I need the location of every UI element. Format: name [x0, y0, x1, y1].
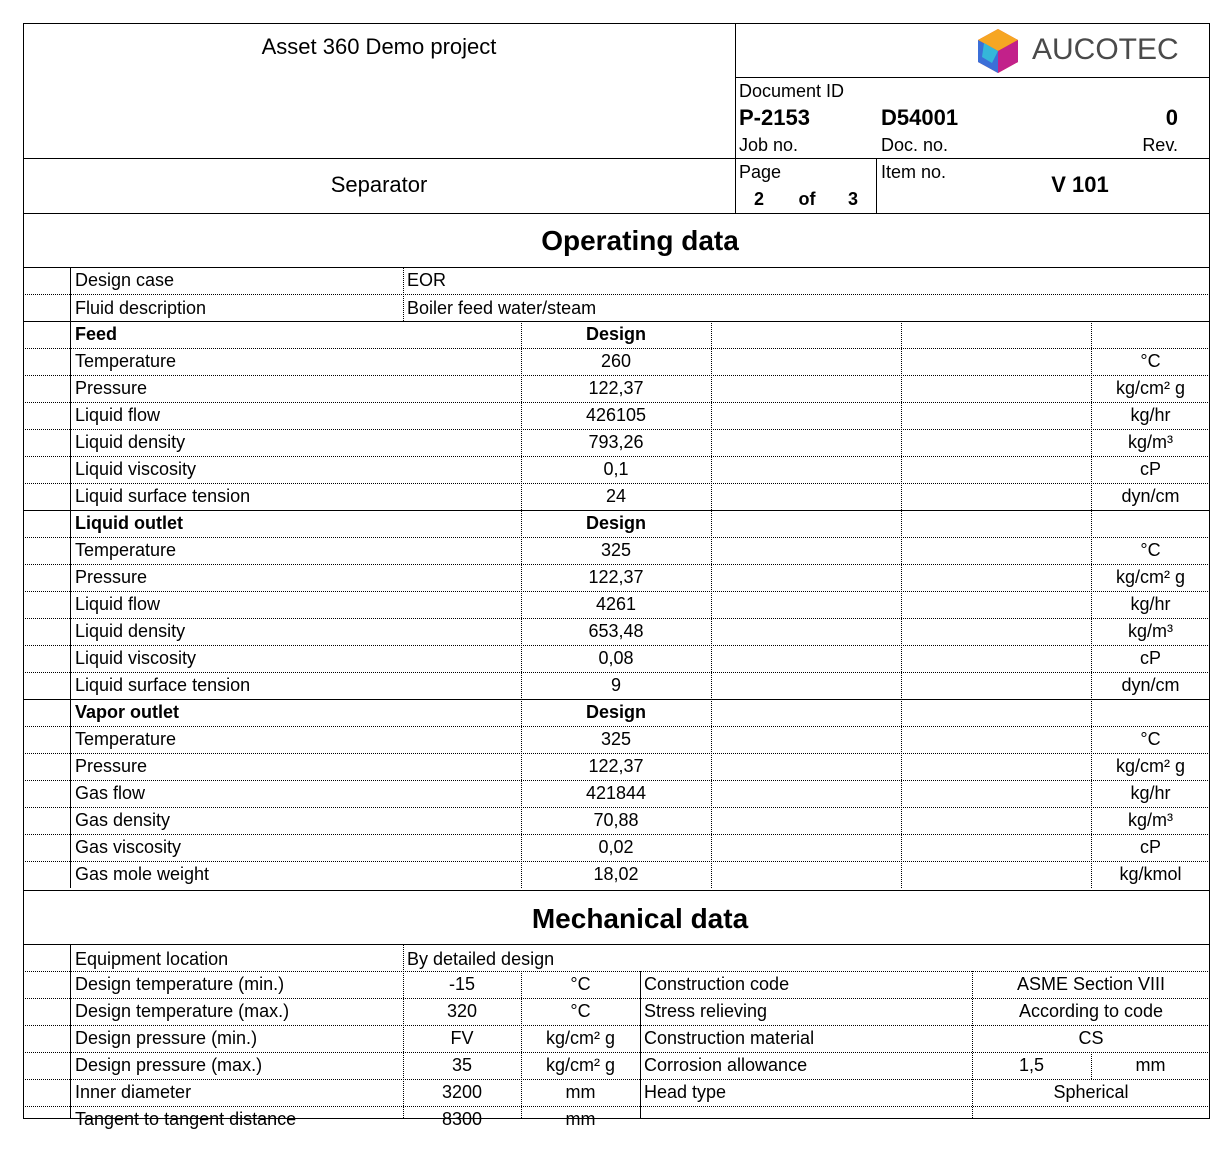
row-rule: [23, 861, 1210, 862]
row-label: Pressure: [75, 756, 148, 776]
mech-row-label: Tangent to tangent distance: [75, 1109, 297, 1129]
row-value: 793,26: [588, 432, 644, 452]
mech-right-value: ASME Section VIII: [1016, 974, 1166, 994]
mech-row-label: Design temperature (max.): [75, 1001, 290, 1021]
mech-row-label: Design pressure (max.): [75, 1055, 263, 1075]
row-value: 325: [600, 540, 632, 560]
mech-row-label: Inner diameter: [75, 1082, 192, 1102]
row-rule: [23, 672, 1210, 673]
mech-right-value: According to code: [1018, 1001, 1164, 1021]
col-rule: [70, 321, 71, 888]
page-item-divider: [876, 158, 877, 213]
row-value: 426105: [585, 405, 647, 425]
mechanical-title-rule: [23, 944, 1210, 945]
row-label: Temperature: [75, 351, 177, 371]
row-label: Pressure: [75, 378, 148, 398]
row-unit: kg/cm² g: [1115, 756, 1185, 776]
section-heading: Feed: [75, 324, 118, 344]
rev-label: Rev.: [1142, 135, 1178, 155]
equipment-location-label: Equipment location: [75, 949, 229, 969]
design-case-label: Design case: [75, 270, 175, 290]
aucotec-logo-text: AUCOTEC: [1032, 33, 1179, 66]
col-rule: [1091, 321, 1092, 888]
col-rule: [640, 971, 641, 1118]
row-label: Gas density: [75, 810, 171, 830]
mech-row-unit: °C: [570, 1001, 591, 1021]
doc-no-label: Doc. no.: [881, 135, 949, 155]
row-label: Gas viscosity: [75, 837, 182, 857]
row-label: Temperature: [75, 540, 177, 560]
row-value: 0,08: [598, 648, 634, 668]
col-rule: [521, 321, 522, 888]
header-divider: [735, 23, 736, 213]
mech-row-label: Design pressure (min.): [75, 1028, 258, 1048]
section-column-heading: Design: [585, 702, 646, 722]
mech-right-value: CS: [1078, 1028, 1104, 1048]
row-value: 653,48: [588, 621, 644, 641]
row-rule: [23, 1052, 1210, 1053]
page-current: 2: [753, 189, 764, 209]
row-label: Liquid density: [75, 432, 186, 452]
mech-row-value: 320: [446, 1001, 478, 1021]
aucotec-logo-icon: [974, 27, 1022, 75]
row-rule: [23, 1025, 1210, 1026]
row-unit: kg/m³: [1128, 621, 1173, 641]
row-unit: °C: [1140, 351, 1161, 371]
row-rule: [23, 1079, 1210, 1080]
row-unit: kg/cm² g: [1115, 567, 1185, 587]
row-rule: [23, 429, 1210, 430]
row-value: 4261: [595, 594, 637, 614]
row-value: 0,02: [598, 837, 634, 857]
row-unit: cP: [1139, 648, 1161, 668]
row-rule: [23, 1106, 1210, 1107]
section-rule: [23, 699, 1210, 700]
row-rule: [23, 321, 1210, 322]
section-column-heading: Design: [585, 513, 646, 533]
row-unit: kg/hr: [1130, 405, 1171, 425]
mech-right-value: Spherical: [1053, 1082, 1129, 1102]
row-rule: [23, 807, 1210, 808]
row-unit: °C: [1140, 540, 1161, 560]
doc-no-value: D54001: [881, 105, 959, 130]
equipment-location-value: By detailed design: [407, 949, 555, 969]
col-rule: [972, 971, 973, 1118]
row-unit: kg/hr: [1130, 783, 1171, 803]
mech-right-label: Construction code: [644, 974, 790, 994]
row-rule: [23, 971, 1210, 972]
operating-data-title: Operating data: [541, 225, 739, 256]
row-rule: [23, 483, 1210, 484]
row-unit: cP: [1139, 459, 1161, 479]
row-label: Gas flow: [75, 783, 146, 803]
row-value: 122,37: [588, 567, 644, 587]
row-rule: [23, 294, 1210, 295]
header-rule: [23, 158, 1210, 159]
mech-row-value: 35: [451, 1055, 473, 1075]
operating-bottom-rule: [23, 890, 1210, 891]
page-total: 3: [847, 189, 858, 209]
col-rule: [711, 321, 712, 888]
row-rule: [23, 402, 1210, 403]
row-rule: [23, 645, 1210, 646]
row-rule: [23, 834, 1210, 835]
project-title: Asset 360 Demo project: [261, 34, 497, 59]
row-rule: [23, 753, 1210, 754]
header-bottom: [23, 213, 1210, 214]
row-unit: kg/cm² g: [1115, 378, 1185, 398]
mech-row-unit: kg/cm² g: [545, 1055, 615, 1075]
border-top: [23, 23, 1210, 24]
row-value: 18,02: [593, 864, 639, 884]
section-rule: [23, 510, 1210, 511]
page-of: of: [798, 189, 816, 209]
row-value: 0,1: [603, 459, 629, 479]
col-rule: [403, 267, 404, 321]
mech-row-value: -15: [448, 974, 475, 994]
row-value: 9: [610, 675, 621, 695]
design-case-value: EOR: [407, 270, 447, 290]
job-no-label: Job no.: [739, 135, 799, 155]
row-value: 122,37: [588, 378, 644, 398]
doc-title: Separator: [330, 172, 428, 197]
page-label: Page: [739, 162, 782, 182]
row-unit: °C: [1140, 729, 1161, 749]
row-unit: dyn/cm: [1121, 486, 1180, 506]
logo-underline: [735, 77, 1210, 78]
col-rule: [70, 267, 71, 321]
mech-right-label: Corrosion allowance: [644, 1055, 808, 1075]
col-rule: [901, 321, 902, 888]
row-value: 325: [600, 729, 632, 749]
mech-row-unit: mm: [565, 1109, 596, 1129]
row-value: 70,88: [593, 810, 639, 830]
row-label: Liquid flow: [75, 405, 161, 425]
rev-value: 0: [1165, 105, 1178, 130]
item-no-value: V 101: [1051, 172, 1109, 197]
fluid-description-label: Fluid description: [75, 298, 207, 318]
row-rule: [23, 618, 1210, 619]
row-rule: [23, 591, 1210, 592]
row-label: Temperature: [75, 729, 177, 749]
row-label: Gas mole weight: [75, 864, 210, 884]
row-label: Liquid surface tension: [75, 486, 251, 506]
page-cut-rule: [23, 1118, 1210, 1119]
mechanical-data-title: Mechanical data: [531, 903, 749, 934]
mech-row-value: FV: [450, 1028, 474, 1048]
row-value: 260: [600, 351, 632, 371]
mech-row-unit: kg/cm² g: [545, 1028, 615, 1048]
mech-row-unit: mm: [565, 1082, 596, 1102]
row-rule: [23, 564, 1210, 565]
mech-row-value: 3200: [441, 1082, 483, 1102]
row-rule: [23, 375, 1210, 376]
mech-right-label: Construction material: [644, 1028, 815, 1048]
row-label: Pressure: [75, 567, 148, 587]
section-column-heading: Design: [585, 324, 646, 344]
section-heading: Vapor outlet: [75, 702, 180, 722]
row-rule: [23, 537, 1210, 538]
row-value: 122,37: [588, 756, 644, 776]
job-no-value: P-2153: [739, 105, 810, 130]
mech-right-label: Stress relieving: [644, 1001, 768, 1021]
row-rule: [23, 726, 1210, 727]
row-label: Liquid surface tension: [75, 675, 251, 695]
section-heading: Liquid outlet: [75, 513, 183, 533]
operating-title-rule: [23, 267, 1210, 268]
mech-row-value: 8300: [441, 1109, 483, 1129]
row-unit: kg/kmol: [1119, 864, 1182, 884]
row-value: 421844: [585, 783, 647, 803]
document-id-label: Document ID: [739, 81, 845, 101]
mech-row-label: Design temperature (min.): [75, 974, 285, 994]
row-label: Liquid density: [75, 621, 186, 641]
col-rule: [1091, 1052, 1092, 1079]
item-no-label: Item no.: [881, 162, 947, 182]
row-rule: [23, 998, 1210, 999]
mech-right-unit: mm: [1135, 1055, 1166, 1075]
row-unit: kg/m³: [1128, 810, 1173, 830]
row-label: Liquid viscosity: [75, 648, 197, 668]
row-label: Liquid viscosity: [75, 459, 197, 479]
row-label: Liquid flow: [75, 594, 161, 614]
row-unit: kg/m³: [1128, 432, 1173, 452]
row-rule: [23, 348, 1210, 349]
mech-row-unit: °C: [570, 974, 591, 994]
col-rule: [521, 971, 522, 1118]
row-unit: kg/hr: [1130, 594, 1171, 614]
row-rule: [23, 780, 1210, 781]
fluid-description-value: Boiler feed water/steam: [407, 298, 597, 318]
row-unit: cP: [1139, 837, 1161, 857]
row-value: 24: [605, 486, 627, 506]
mech-right-label: Head type: [644, 1082, 727, 1102]
mech-right-value: 1,5: [1018, 1055, 1045, 1075]
row-unit: dyn/cm: [1121, 675, 1180, 695]
row-rule: [23, 456, 1210, 457]
